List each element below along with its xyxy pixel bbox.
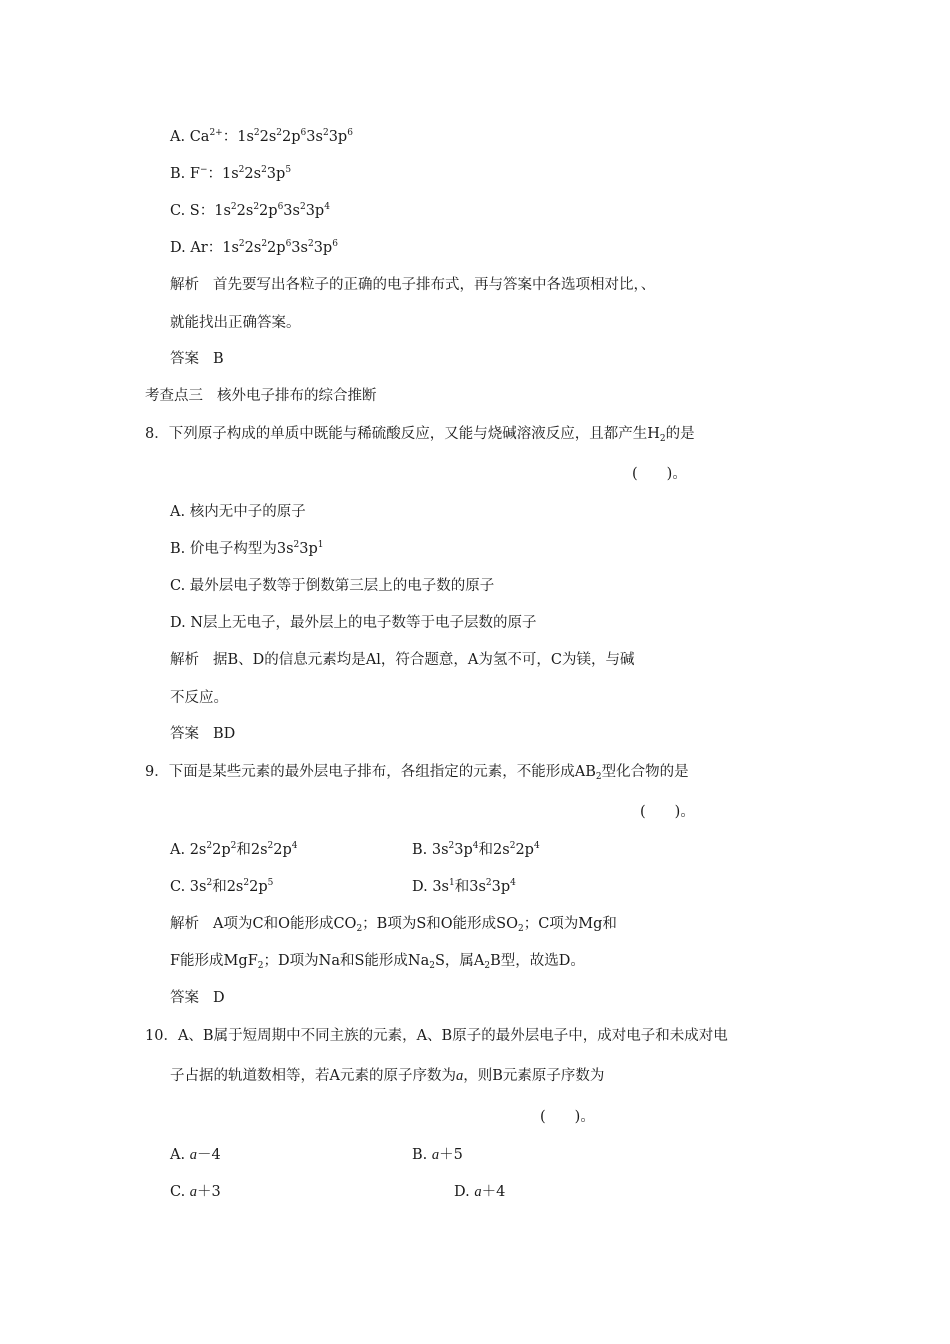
q8-option-b-text: B. 价电子构型为3s [170,541,294,557]
subscript: 2 [257,961,264,971]
q7-option-c [170,201,330,221]
q9-option-b-text: B. 3s [412,842,449,858]
q9-option-b-text: 3p [454,842,473,858]
q7-answer [170,349,224,369]
analysis-label: 解析 [170,652,199,668]
q9-option-c-text: 2p [249,879,268,895]
q9-option-d-text: 和3s [454,879,486,895]
superscript: 2 [299,202,306,212]
superscript: 2 [238,165,245,175]
superscript: 2 [485,878,492,888]
q10-stem-text: ，则B元素原子序数为 [463,1068,605,1084]
option-label: D. [454,1184,475,1200]
answer-label: 答案 [170,726,199,742]
q7-option-c-text: C. S：1s [170,203,231,219]
answer-value: BD [213,726,236,742]
q10-option-c [170,1182,221,1202]
q7-option-b-charge: − [199,165,208,175]
superscript: 2 [230,202,237,212]
subscript: 2 [595,772,602,782]
q9-option-a-text: 2p [273,842,292,858]
superscript: 2 [276,128,283,138]
superscript: 2 [322,128,329,138]
superscript: 2 [206,878,213,888]
superscript: 6 [332,239,338,249]
option-label: A. [170,1147,190,1163]
superscript: 4 [510,878,516,888]
q8-stem [145,424,695,444]
answer-value: D [213,990,225,1006]
superscript: 2 [238,239,245,249]
superscript: 2 [307,239,314,249]
superscript: 6 [347,128,353,138]
q9-option-c [170,877,273,897]
q8-answer-blank: ( )。 [632,466,687,482]
q7-analysis-line1 [170,275,655,295]
q7-option-d-text: 3s [291,240,308,256]
q7-option-a-text: ：1s [222,129,254,145]
q8-option-b [170,539,324,559]
variable-a: a [431,1147,440,1163]
superscript: 2 [293,540,300,550]
subscript: 2 [429,961,435,971]
variable-a: a [474,1184,482,1200]
q7-option-a [170,127,353,147]
superscript: 1 [317,540,324,550]
analysis-label: 解析 [170,916,199,932]
subscript: 2 [659,434,666,444]
q9-stem [145,762,689,782]
analysis-text: S，属A [434,953,485,969]
q9-option-b-text: 2p [515,842,534,858]
analysis-text: 首先要写出各粒子的正确的电子排布式，再与答案中各选项相对比，、 [213,277,656,293]
answer-value: B [213,351,224,367]
superscript: 5 [267,878,274,888]
q7-option-a-charge: 2+ [209,128,223,138]
superscript: 6 [300,128,307,138]
q7-option-d-text: D. Ar：1s [170,240,239,256]
superscript: 2 [267,841,274,851]
q8-analysis-line1 [170,650,634,670]
q7-option-a-text: 3p [328,129,348,145]
subscript: 2 [484,961,491,971]
q10-stem-text: 子占据的轨道数相等，若A元素的原子序数为 [170,1068,456,1084]
q8-stem-text: 的是 [665,426,695,442]
analysis-text: B型，故选D。 [490,953,585,969]
q8-option-a: A. 核内无中子的原子 [170,504,306,520]
q7-option-b-text: 2s [244,166,262,182]
q9-option-d [412,877,516,897]
q7-option-c-text: 2p [259,203,278,219]
option-text: ＋3 [197,1184,221,1200]
q10-stem-line1: 10．A、B属于短周期中不同主族的元素，A、B原子的最外层电子中，成对电子和未成对电 [145,1028,728,1044]
q7-option-b-text: 3p [266,166,286,182]
q7-option-c-text: 3s [283,203,300,219]
q10-stem-line2 [170,1066,604,1086]
q8-option-c: C. 最外层电子数等于倒数第三层上的电子数的原子 [170,578,495,594]
q9-option-d-text: 3p [491,879,511,895]
option-text: －4 [196,1147,221,1163]
q9-stem-text: 型化合物的是 [601,764,689,780]
q9-stem-text: 9．下面是某些元素的最外层电子排布，各组指定的元素，不能形成AB [145,764,596,780]
analysis-text: ；B项为S和O能形成SO [362,916,518,932]
superscript: 4 [533,841,540,851]
q9-answer-blank: ( )。 [640,804,695,820]
superscript: 4 [291,841,298,851]
section-heading [145,386,377,406]
q7-option-c-text: 2s [236,203,254,219]
section-title: 核外电子排布的综合推断 [217,388,377,404]
answer-label: 答案 [170,351,199,367]
q7-option-d-text: 2s [244,240,262,256]
option-label: C. [170,1184,190,1200]
q9-option-a-text: 2p [212,842,231,858]
q9-option-b [412,840,540,860]
analysis-text: A项为C和O能形成CO [213,916,357,932]
superscript: 2 [253,202,260,212]
q10-answer-blank: ( )。 [540,1109,595,1125]
superscript: 4 [472,841,479,851]
q9-option-a [170,840,298,860]
q10-option-d [454,1182,505,1202]
q9-analysis-line1 [170,914,617,934]
q7-option-c-text: 3p [305,203,325,219]
q9-option-b-text: 和2s [478,842,510,858]
q7-option-a-text: A. Ca [170,129,210,145]
superscript: 2 [261,165,267,175]
q9-option-a-text: 和2s [236,842,268,858]
q7-option-a-text: 3s [306,129,323,145]
superscript: 2 [509,841,516,851]
option-text: ＋4 [481,1184,506,1200]
superscript: 2 [243,878,250,888]
q9-option-d-text: D. 3s [412,879,449,895]
q8-option-d: D. N层上无电子，最外层上的电子数等于电子层数的原子 [170,615,537,631]
q7-option-d-text: 2p [267,240,286,256]
q7-analysis-line2 [170,313,301,333]
superscript: 6 [285,239,292,249]
q7-option-d-text: 3p [313,240,333,256]
q9-analysis-line2 [170,951,585,971]
superscript: 2 [230,841,237,851]
analysis-text: ；C项为Mg和 [523,916,617,932]
subscript: 2 [517,924,524,934]
superscript: 5 [285,165,292,175]
q9-answer [170,988,225,1008]
q7-option-d [170,238,338,258]
option-label: B. [412,1147,432,1163]
superscript: 2 [261,239,268,249]
q7-option-b [170,164,291,184]
q7-option-b-text: B. F [170,166,200,182]
q9-option-c-text: 和2s [212,879,244,895]
superscript: 6 [277,202,284,212]
option-text: ＋5 [439,1147,463,1163]
q8-analysis-line2: 不反应。 [170,690,228,706]
superscript: 1 [449,878,455,888]
superscript: 2 [448,841,455,851]
q8-option-b-text: 3p [299,541,318,557]
analysis-text: 据B、D的信息元素均是Al，符合题意，A为氢不可，C为镁，与碱 [213,652,635,668]
analysis-text: ；D项为Na和S能形成Na [263,953,430,969]
analysis-text: F能形成MgF [170,953,258,969]
q8-stem-text: 8．下列原子构成的单质中既能与稀硫酸反应，又能与烧碱溶液反应，且都产生H [145,426,660,442]
superscript: 2 [253,128,260,138]
q10-option-a [170,1145,221,1165]
q7-option-b-text: ：1s [207,166,239,182]
section-label: 考查点三 [145,388,203,404]
superscript: 2 [206,841,213,851]
variable-a: a [189,1184,198,1200]
subscript: 2 [356,924,363,934]
q8-answer [170,724,235,744]
q9-option-a-text: A. 2s [170,842,207,858]
superscript: 4 [324,202,330,212]
analysis-label: 解析 [170,277,199,293]
q10-option-b [412,1145,463,1165]
q7-option-a-text: 2s [259,129,277,145]
q9-option-c-text: C. 3s [170,879,207,895]
variable-a: a [455,1068,464,1084]
variable-a: a [189,1147,197,1163]
analysis-text: 就能找出正确答案。 [170,315,301,331]
answer-label: 答案 [170,990,199,1006]
q7-option-a-text: 2p [282,129,301,145]
